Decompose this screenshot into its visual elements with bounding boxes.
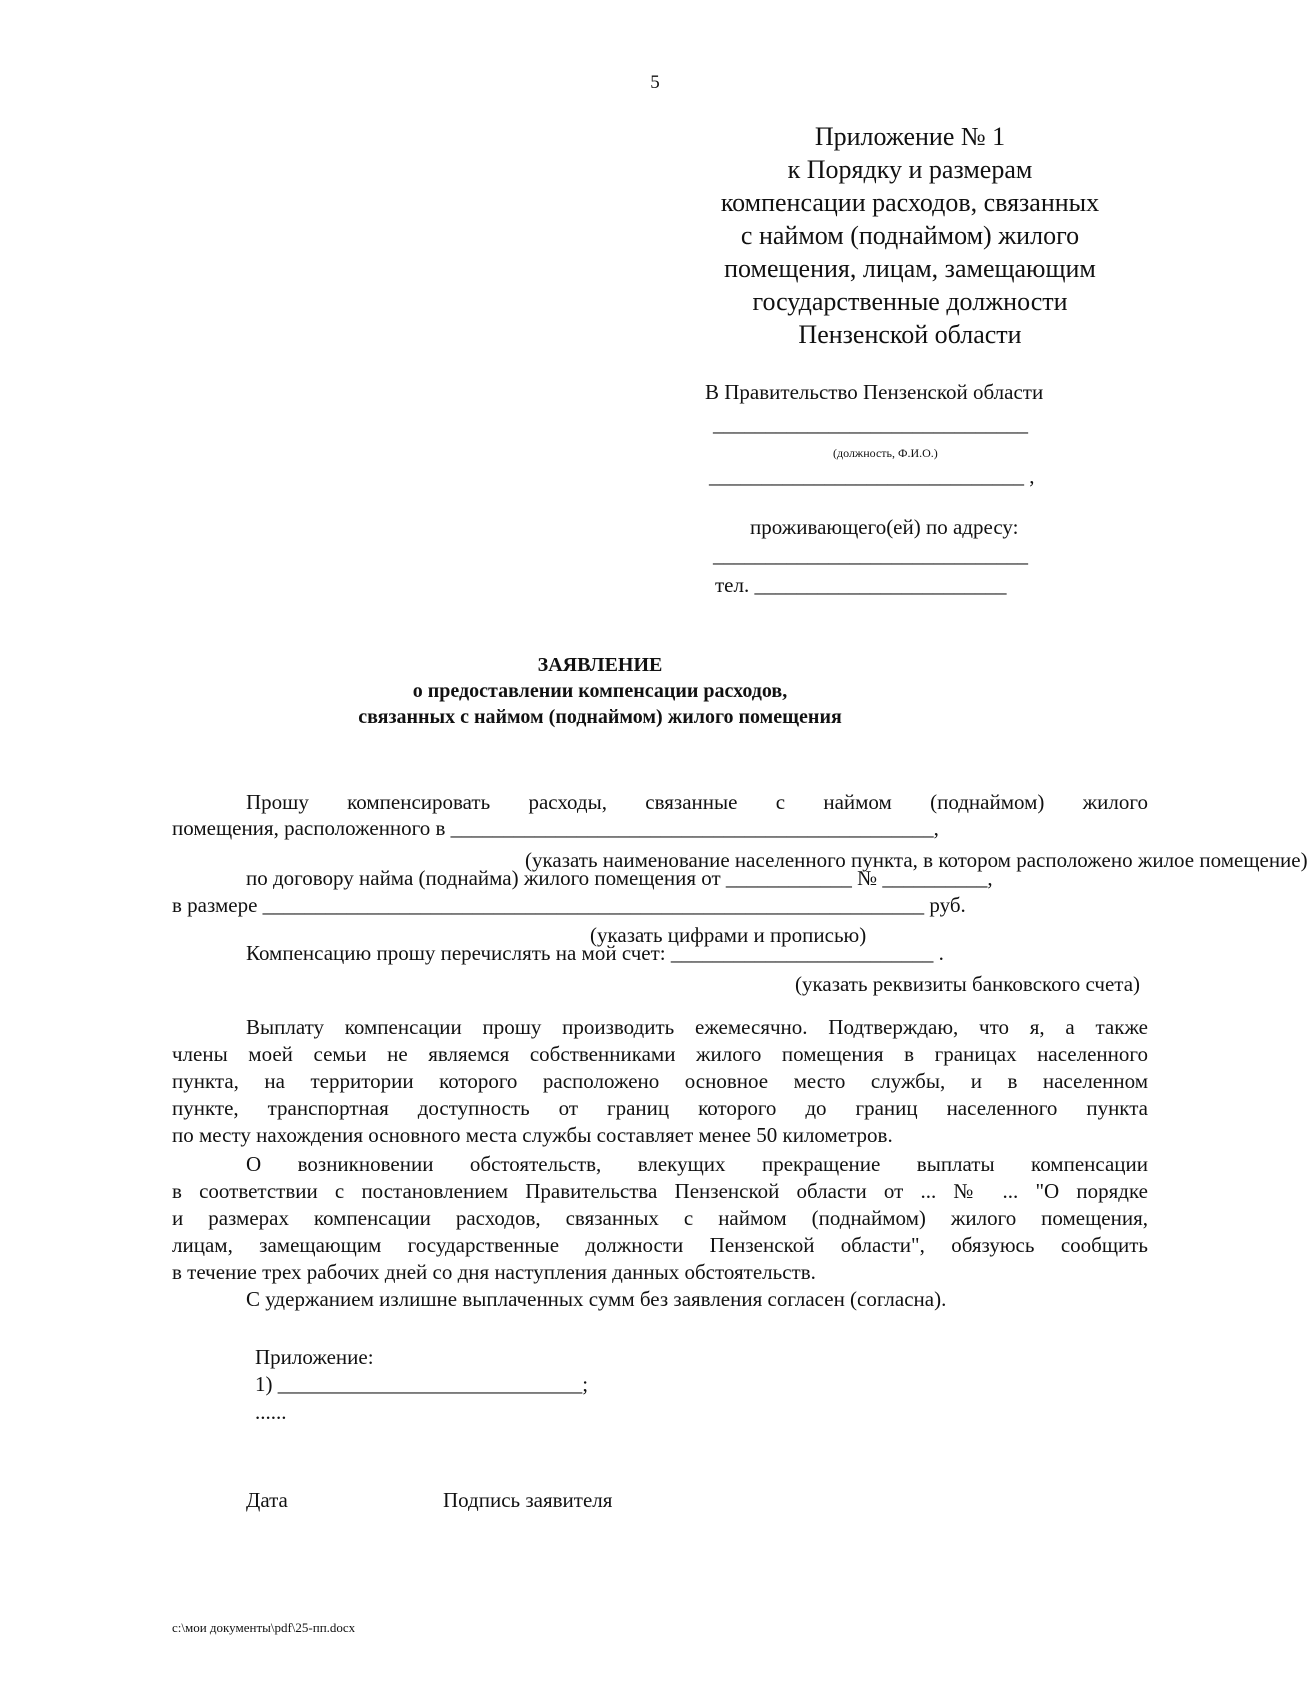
- title-line: ЗАЯВЛЕНИЕ: [537, 654, 663, 676]
- title-line: связанных с наймом (поднаймом) жилого помещения: [358, 706, 842, 728]
- body-line: О возникновении обстоятельств, влекущих прекращение выплаты компенсации: [246, 1152, 1148, 1176]
- appendix-line: с наймом (поднаймом) жилого: [740, 221, 1080, 250]
- residing-label: проживающего(ей) по адресу:: [750, 515, 1019, 539]
- form-line: в размере _______________________________________________________________ руб.: [172, 893, 966, 917]
- address-blank: ______________________________: [713, 543, 1028, 567]
- form-line: по договору найма (поднайма) жилого помещения от ____________ № __________,: [246, 866, 993, 890]
- position-name-blank-2: ______________________________ ,: [709, 464, 1035, 488]
- body-line: Выплату компенсации прошу производить ежемесячно. Подтверждаю, что я, а также: [246, 1015, 1148, 1039]
- appendix-line: к Порядку и размерам: [787, 155, 1033, 184]
- attachments-label: Приложение:: [255, 1345, 374, 1369]
- appendix-block: [690, 120, 1130, 351]
- attachment-more: ......: [255, 1400, 287, 1424]
- appendix-line: помещения, лицам, замещающим: [724, 254, 1096, 283]
- position-name-blank: ______________________________: [713, 412, 1028, 436]
- body-line: члены моей семьи не являемся собственниками жилого помещения в границах населенного: [172, 1042, 1148, 1066]
- amount-hint: (указать цифрами и прописью): [590, 923, 867, 947]
- appendix-line: Пензенской области: [798, 320, 1022, 349]
- title-line: о предоставлении компенсации расходов,: [412, 680, 788, 702]
- body-line: по месту нахождения основного места службы составляет менее 50 километров.: [172, 1123, 893, 1147]
- body-line: пункта, на территории которого расположено основное место службы, и в населенном: [172, 1069, 1148, 1093]
- addressee-to: В Правительство Пензенской области: [705, 380, 1044, 404]
- attachment-item: 1) _____________________________;: [255, 1372, 589, 1396]
- date-label: Дата: [246, 1488, 288, 1512]
- settlement-hint: (указать наименование населенного пункта, в котором расположено жилое помещение): [525, 848, 1308, 872]
- file-path-footer: c:\мои документы\pdf\25-пп.docx: [172, 1620, 356, 1635]
- document-title: [0, 652, 1200, 730]
- position-name-hint: (должность, Ф.И.О.): [833, 446, 938, 460]
- form-line: Компенсацию прошу перечислять на мой счет: _________________________ .: [246, 941, 944, 965]
- phone-line: тел. ________________________: [715, 573, 1007, 597]
- appendix-line: государственные должности: [752, 287, 1068, 316]
- form-line: помещения, расположенного в ______________________________________________,: [172, 816, 939, 840]
- appendix-line: компенсации расходов, связанных: [720, 188, 1100, 217]
- body-line: пункте, транспортная доступность от границ которого до границ населенного пункта: [172, 1096, 1148, 1120]
- body-line: С удержанием излишне выплаченных сумм без заявления согласен (согласна).: [246, 1287, 947, 1311]
- appendix-line: Приложение № 1: [814, 122, 1006, 151]
- body-line: лицам, замещающим государственные должности Пензенской области", обязуюсь сообщить: [172, 1233, 1148, 1257]
- account-hint: (указать реквизиты банковского счета): [795, 972, 1141, 996]
- signature-label: Подпись заявителя: [443, 1488, 613, 1512]
- body-line: в соответствии с постановлением Правительства Пензенской области от ... № ... "О порядке: [172, 1179, 1148, 1203]
- body-line: и размерах компенсации расходов, связанных с наймом (поднаймом) жилого помещения,: [172, 1206, 1148, 1230]
- body-line: в течение трех рабочих дней со дня наступления данных обстоятельств.: [172, 1260, 816, 1284]
- page-number: 5: [650, 72, 660, 93]
- form-line: Прошу компенсировать расходы, связанные с наймом (поднаймом) жилого: [246, 790, 1148, 814]
